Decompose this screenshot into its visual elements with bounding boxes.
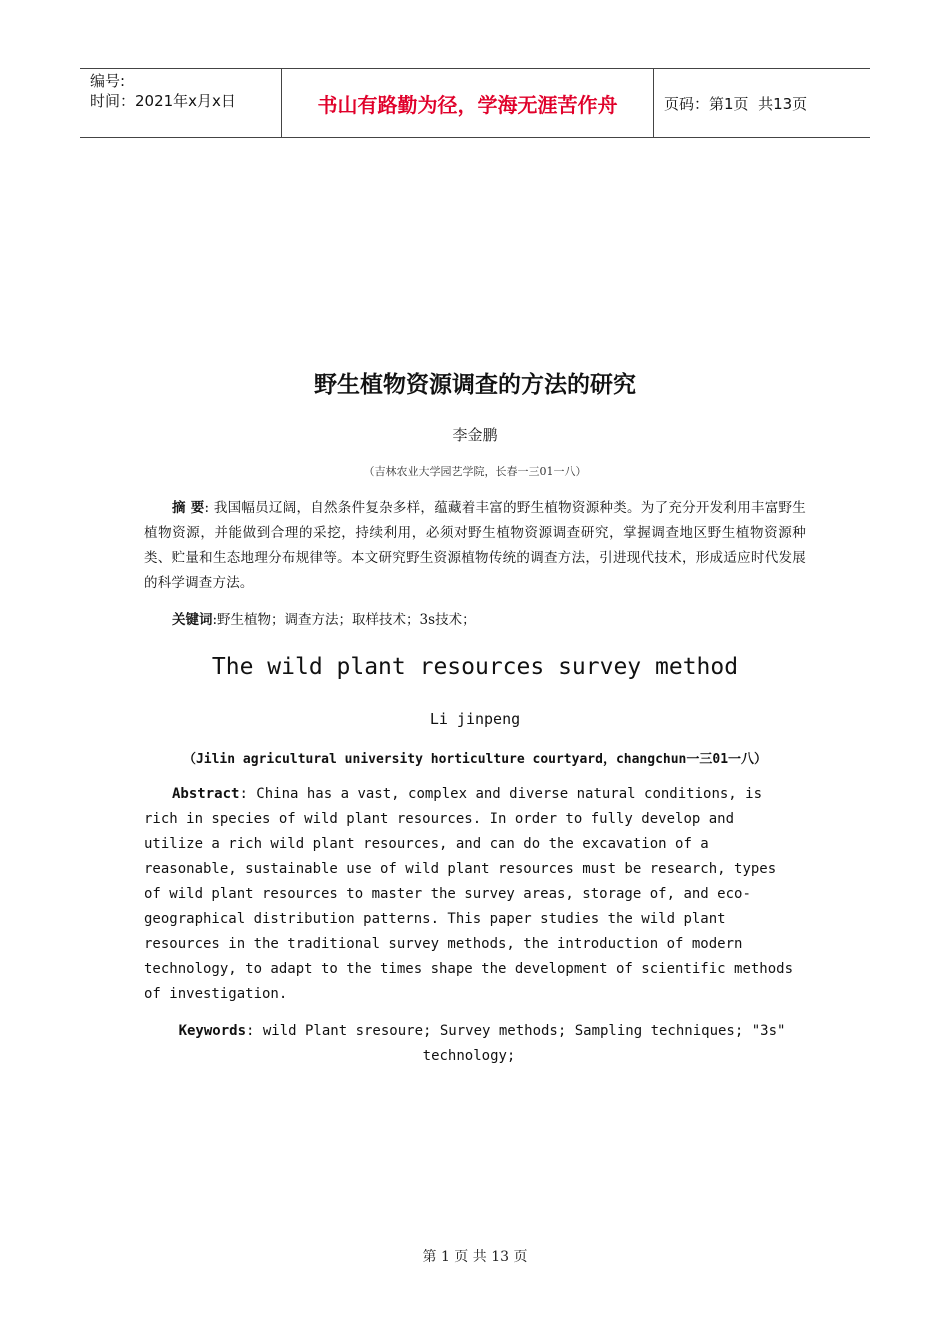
english-abstract-text: : China has a vast, complex and diverse natural conditions, is rich in species of wild plant resources. In order to fully develop and utilize a rich wild plant resources, and can do the excavation of a reasonable, sustainable use of wild plant resources must be research, types of wild plant resources to master the survey areas, storage of, and eco-geographical distribution patterns. This paper studies the wild plant resources in the traditional survey methods, the introduction of modern technology, to adapt to the times shape the development of scientific methods of investigation.	[144, 786, 794, 1002]
chinese-abstract	[144, 496, 806, 596]
chinese-keywords-label: 关键词	[172, 612, 213, 628]
chinese-abstract-label: 摘 要	[172, 500, 205, 516]
english-abstract-label: Abstract	[172, 786, 240, 802]
chinese-keywords-text: :野生植物；调查方法；取样技术；3s技术；	[212, 612, 476, 628]
chinese-affiliation: （吉林农业大学园艺学院，长春一三01一八）	[363, 465, 587, 478]
english-keywords-label: Keywords	[178, 1023, 246, 1039]
english-abstract	[144, 782, 794, 1007]
time-label: 时间：2021年x月x日	[90, 92, 236, 110]
page-footer: 第 1 页 共 13 页	[422, 1249, 528, 1265]
chinese-author: 李金鹏	[452, 426, 498, 444]
page-header	[80, 68, 870, 138]
chinese-title: 野生植物资源调查的方法的研究	[314, 372, 636, 398]
english-affiliation: （Jilin agricultural university horticulture courtyard，changchun一三01一八）	[182, 752, 768, 767]
chinese-abstract-text: : 我国幅员辽阔，自然条件复杂多样，蕴藏着丰富的野生植物资源种类。为了充分开发利用丰富野生植物资源，并能做到合理的采挖，持续利用，必须对野生植物资源调查研究，掌握调查地区野生植物资源种类、贮量和生态地理分布规律等。本文研究野生资源植物传统的调查方法，引进现代技术，形成适应时代发展的科学调查方法。	[144, 500, 806, 591]
english-keywords-text: : wild Plant sresoure; Survey methods; Sampling techniques; "3s" technology;	[246, 1023, 786, 1064]
header-page-info	[654, 69, 870, 137]
english-keywords	[144, 1019, 794, 1069]
number-label: 编号:	[90, 72, 126, 90]
page-info-text: 页码：第1页 共13页	[664, 94, 808, 113]
english-author: Li jinpeng	[429, 710, 521, 728]
english-title: The wild plant resources survey method	[211, 654, 739, 680]
header-motto: 书山有路勤为径，学海无涯苦作舟	[281, 69, 654, 137]
header-meta	[80, 69, 281, 137]
chinese-keywords	[172, 609, 812, 631]
